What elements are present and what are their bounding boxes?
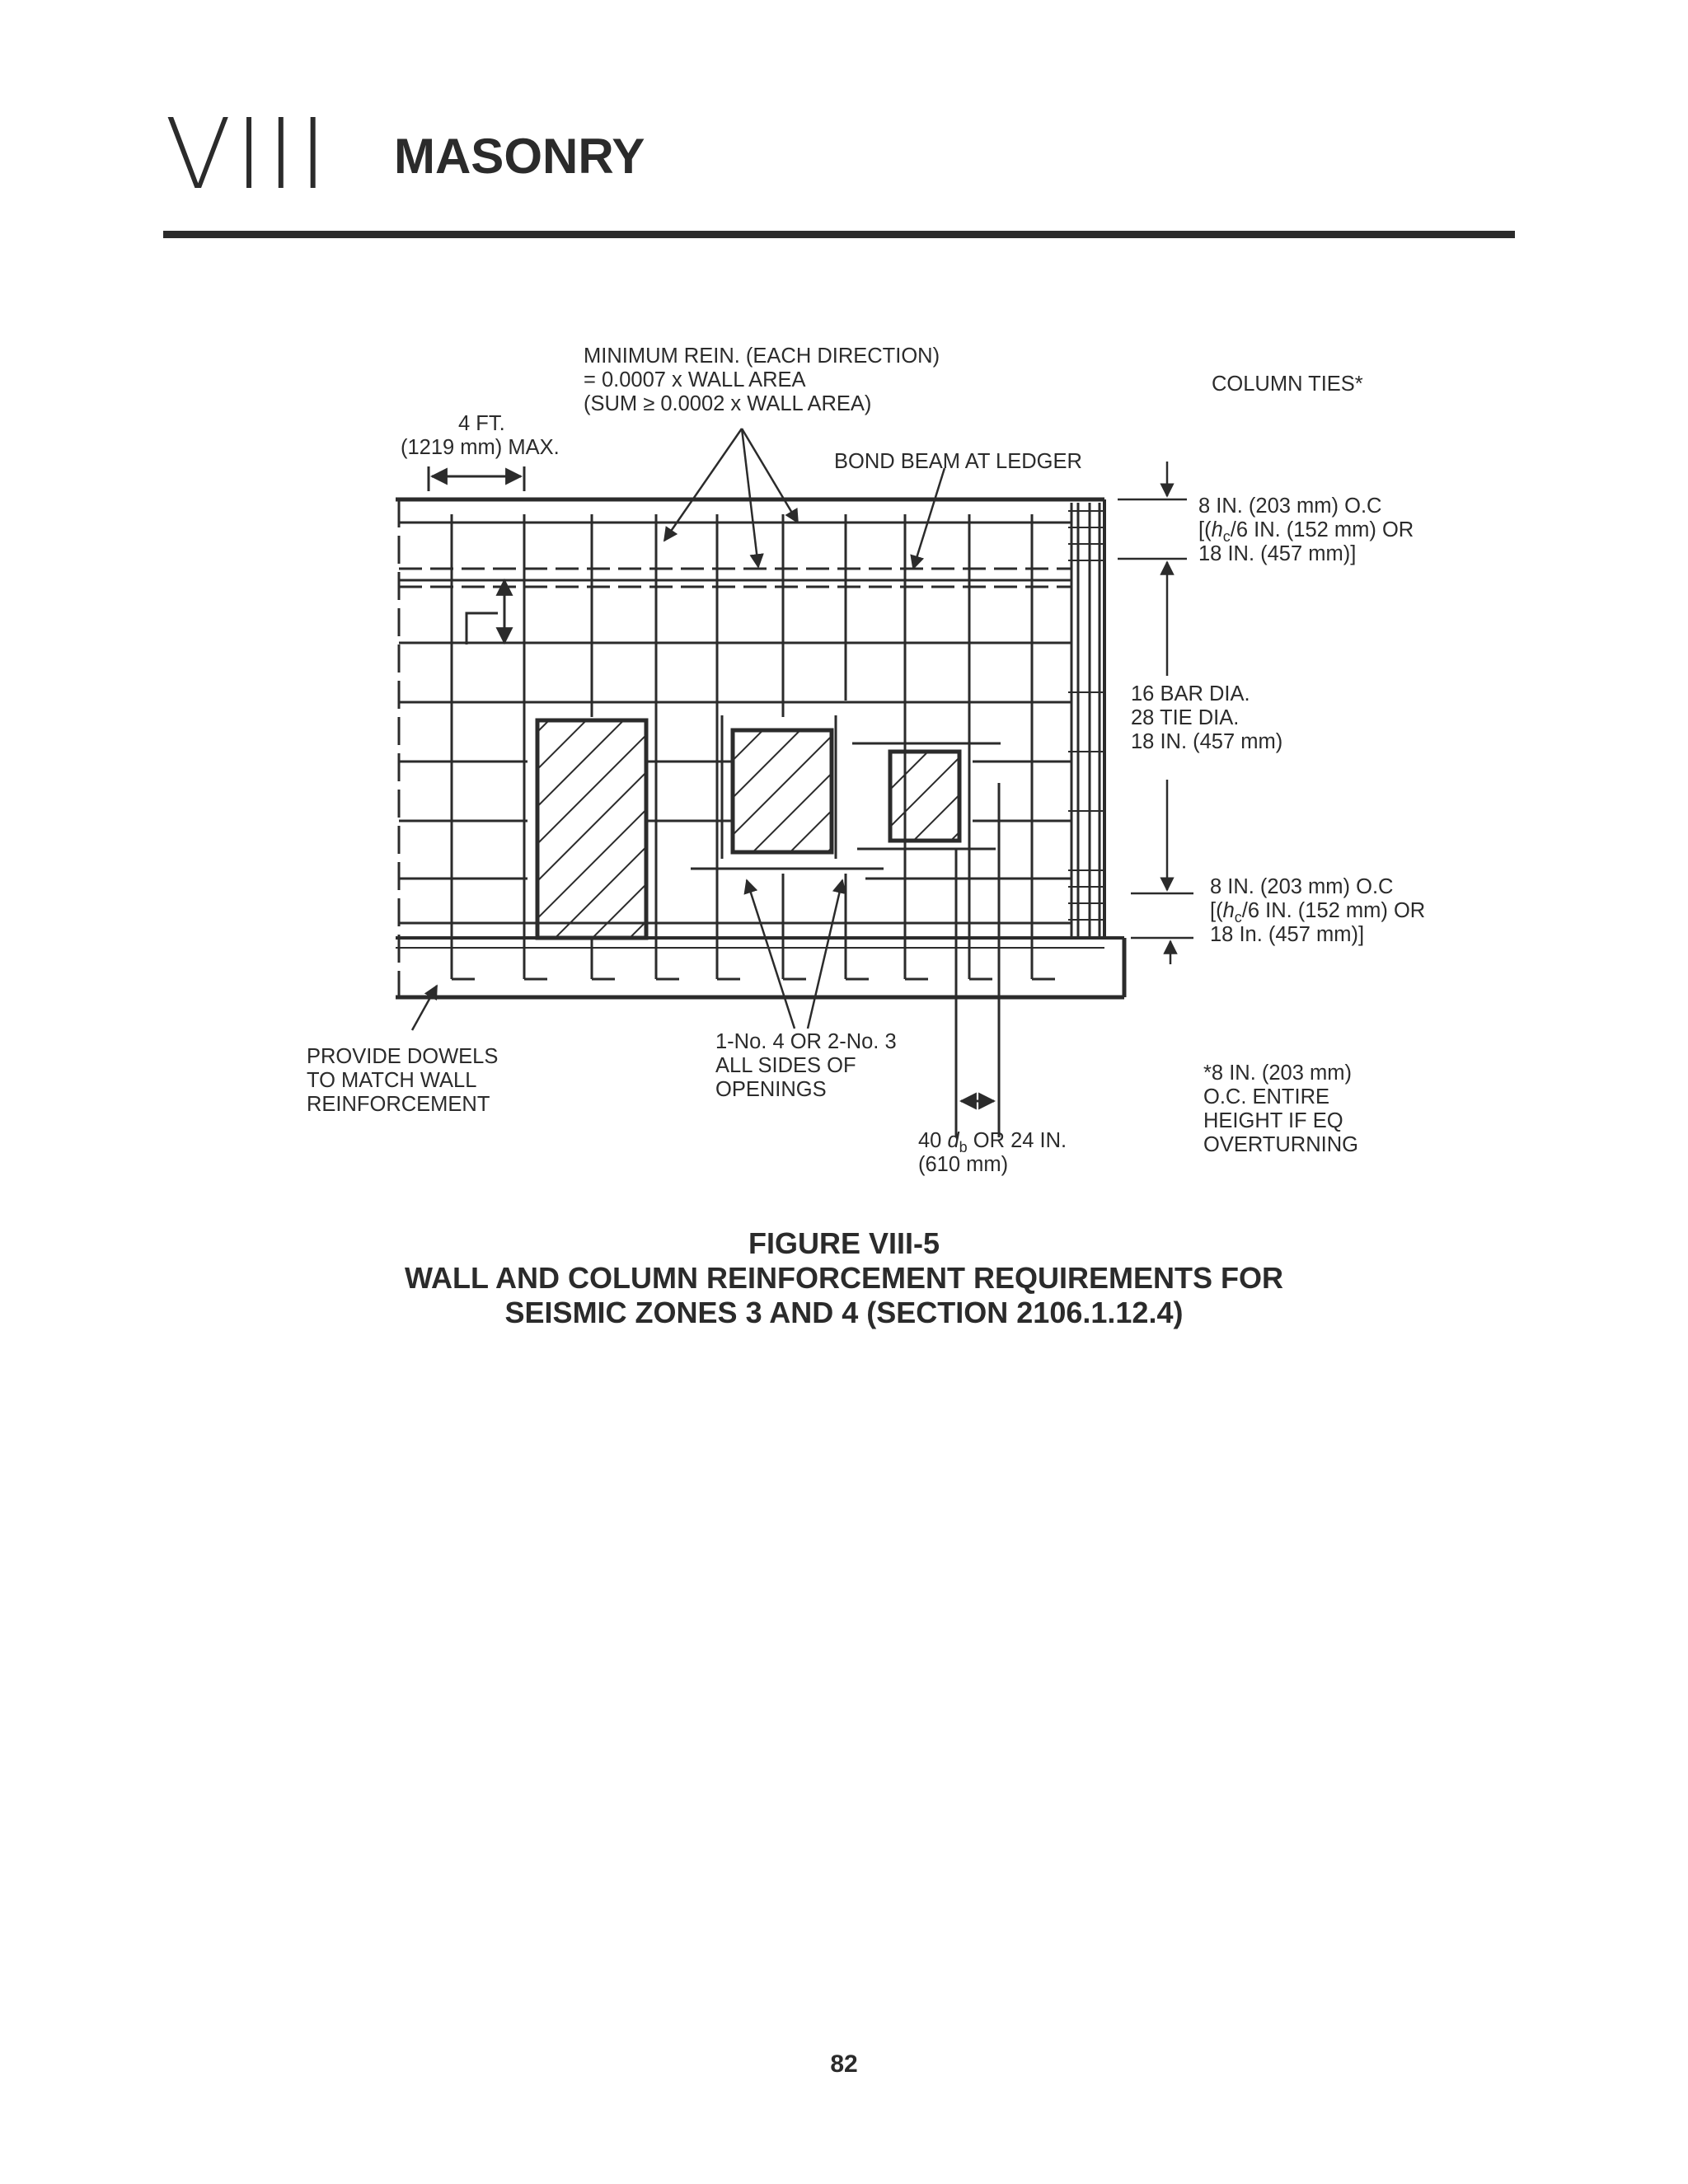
chapter-number: VIII [165, 97, 331, 211]
four-ft-dimension [429, 466, 524, 491]
label-four-ft-1: 4 FT. [458, 412, 505, 435]
label-min-rein-3: (SUM ≥ 0.0002 x WALL AREA) [584, 392, 872, 415]
label-four-ft-2: (1219 mm) MAX. [401, 436, 560, 459]
bond-beam [399, 569, 1071, 587]
label-mid-spacing-1: 16 BAR DIA. [1131, 682, 1250, 705]
opening-window-large [733, 730, 832, 852]
label-dowels-3: REINFORCEMENT [307, 1093, 490, 1116]
label-bot-spacing-2: [($h_c/6$ IN. (152 mm) OR [1210, 899, 1426, 926]
label-mid-spacing-2: 28 TIE DIA. [1131, 706, 1240, 729]
label-bot-spacing-1: 8 IN. (203 mm) O.C [1210, 875, 1394, 898]
chapter-title: MASONRY [394, 129, 645, 184]
dowels-leader [412, 986, 437, 1030]
label-note-3: HEIGHT IF EQ [1203, 1109, 1343, 1132]
label-lap-2: (610 mm) [918, 1153, 1009, 1176]
label-lap-1: 40 $d_b$ OR 24 IN. [918, 1129, 1067, 1155]
label-dowels-2: TO MATCH WALL [307, 1069, 477, 1092]
label-bot-spacing-3: 18 In. (457 mm)] [1210, 923, 1365, 946]
label-bond-beam: BOND BEAM AT LEDGER [834, 450, 1082, 473]
label-openings-2: ALL SIDES OF [715, 1054, 856, 1077]
openings-leaders [747, 880, 842, 1029]
opening-window-small [890, 752, 959, 841]
label-openings-1: 1-No. 4 OR 2-No. 3 [715, 1030, 897, 1053]
opening-door [537, 720, 646, 938]
label-min-rein-2: = 0.0007 x WALL AREA [584, 368, 806, 391]
label-min-rein-1: MINIMUM REIN. (EACH DIRECTION) [584, 344, 940, 368]
label-top-spacing-3: 18 IN. (457 mm)] [1198, 542, 1357, 565]
label-openings-3: OPENINGS [715, 1078, 827, 1101]
figure-caption [0, 1226, 1688, 1330]
label-dowels-1: PROVIDE DOWELS [307, 1045, 499, 1068]
label-mid-spacing-3: 18 IN. (457 mm) [1131, 730, 1283, 753]
label-note-2: O.C. ENTIRE [1203, 1085, 1330, 1108]
rebar-lap-detail [467, 580, 504, 644]
column-bars [1071, 503, 1100, 938]
horizontal-bars [399, 523, 1071, 923]
label-column-ties: COLUMN TIES* [1212, 373, 1363, 396]
label-top-spacing-1: 8 IN. (203 mm) O.C [1198, 494, 1382, 518]
figure-caption-title-1: WALL AND COLUMN REINFORCEMENT REQUIREMENTS FOR [405, 1261, 1283, 1295]
page-number: 82 [830, 2050, 858, 2078]
label-note-4: OVERTURNING [1203, 1133, 1358, 1156]
bond-beam-leader [913, 468, 945, 569]
figure-caption-title-2: SEISMIC ZONES 3 AND 4 (SECTION 2106.1.12.4) [504, 1296, 1184, 1329]
label-top-spacing-2: [($h_c/6$ IN. (152 mm) OR [1198, 518, 1414, 545]
figure-caption-number: FIGURE VIII-5 [748, 1226, 940, 1260]
label-note-1: *8 IN. (203 mm) [1203, 1062, 1352, 1085]
